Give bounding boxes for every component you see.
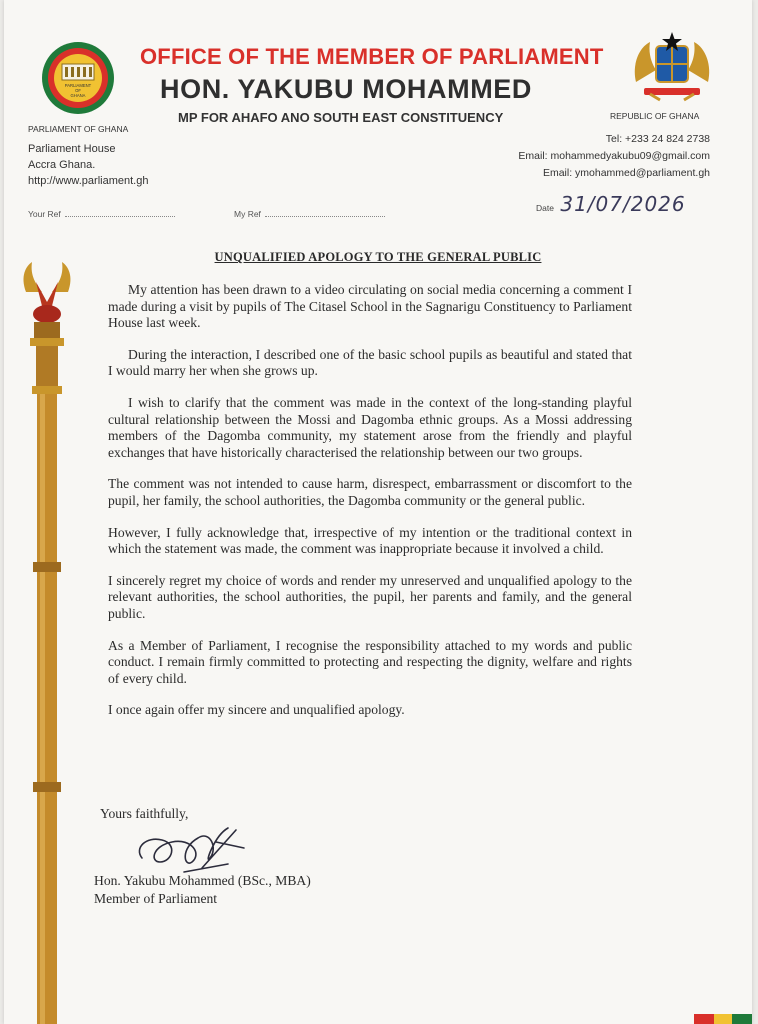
address-line: Parliament House — [28, 143, 116, 155]
paragraph: I once again offer my sincere and unqualified apology. — [108, 702, 405, 718]
date-label: Date — [536, 203, 554, 213]
logo-text-1: PARLIAMENT — [64, 83, 92, 88]
footer-flag-stripe — [694, 1014, 752, 1024]
closing: Yours faithfully, — [100, 806, 189, 821]
coat-of-arms-icon — [630, 30, 714, 102]
your-ref — [28, 208, 175, 219]
letter-title: UNQUALIFIED APOLOGY TO THE GENERAL PUBLIC — [214, 250, 542, 264]
parliament-logo-icon — [40, 40, 116, 116]
date-value: 31/07/2026 — [560, 192, 686, 216]
constituency: MP FOR AHAFO ANO SOUTH EAST CONSTITUENCY — [178, 110, 504, 125]
address-line: Accra Ghana. — [28, 159, 96, 171]
website: http://www.parliament.gh — [28, 175, 149, 187]
contact-block — [518, 131, 710, 182]
signatory-block — [94, 872, 311, 908]
paragraph: However, I fully acknowledge that, irrespective of my intention or the traditional context in which the statement was made, the comment was inappropriate because it involved a child. — [108, 524, 632, 557]
paragraph: I sincerely regret my choice of words and render my unreserved and unqualified apology to the relevant authorities, the school authorities, the pupil, her parents and family, and the general public. — [108, 572, 632, 621]
paragraph: I wish to clarify that the comment was made in the context of the long-standing playful cultural relationship between the Mossi and Dagomba ethnic groups. As a Mossi addressing members of the Dagomba community, my statement arose from the friendly and playful exchanges that have historically characterised the relationship between our two groups. — [108, 394, 632, 460]
letter-page — [4, 0, 752, 1024]
my-ref-label: My Ref — [234, 209, 261, 219]
address-block — [28, 141, 148, 189]
paragraph: As a Member of Parliament, I recognise the responsibility attached to my words and public conduct. I remain firmly committed to protecting and respecting the dignity, welfare and rights of every child. — [108, 637, 632, 686]
signatory-title: Member of Parliament — [94, 891, 218, 906]
telephone: Tel: +233 24 824 2738 — [605, 133, 710, 145]
logo-text-3: GHANA — [70, 93, 86, 98]
mp-name: HON. YAKUBU MOHAMMED — [160, 74, 533, 104]
date-field — [536, 192, 686, 216]
email-2: Email: ymohammed@parliament.gh — [542, 167, 710, 179]
my-ref — [234, 208, 385, 219]
your-ref-label: Your Ref — [28, 209, 61, 219]
republic-of-ghana-label: REPUBLIC OF GHANA — [610, 111, 700, 121]
logo-text-2: OF — [75, 88, 81, 93]
mace-icon — [16, 262, 78, 1024]
letter-body — [108, 282, 632, 734]
parliament-of-ghana-label: PARLIAMENT OF GHANA — [28, 124, 129, 134]
paragraph: The comment was not intended to cause harm, disrespect, embarrassment or discomfort to the pupil, her family, the school authorities, the Dagomba community or the general public. — [108, 476, 632, 508]
signatory-name: Hon. Yakubu Mohammed (BSc., MBA) — [94, 873, 311, 888]
paragraph: My attention has been drawn to a video circulating on social media concerning a comment I made during a visit by pupils of The Citasel School in the Sagnarigu Constituency to Parliament House last week. — [108, 282, 632, 331]
email-1: Email: mohammedyakubu09@gmail.com — [518, 150, 710, 162]
office-title: OFFICE OF THE MEMBER OF PARLIAMENT — [140, 44, 604, 69]
paragraph: During the interaction, I described one of the basic school pupils as beautiful and stated that I would marry her when she grows up. — [108, 346, 632, 379]
